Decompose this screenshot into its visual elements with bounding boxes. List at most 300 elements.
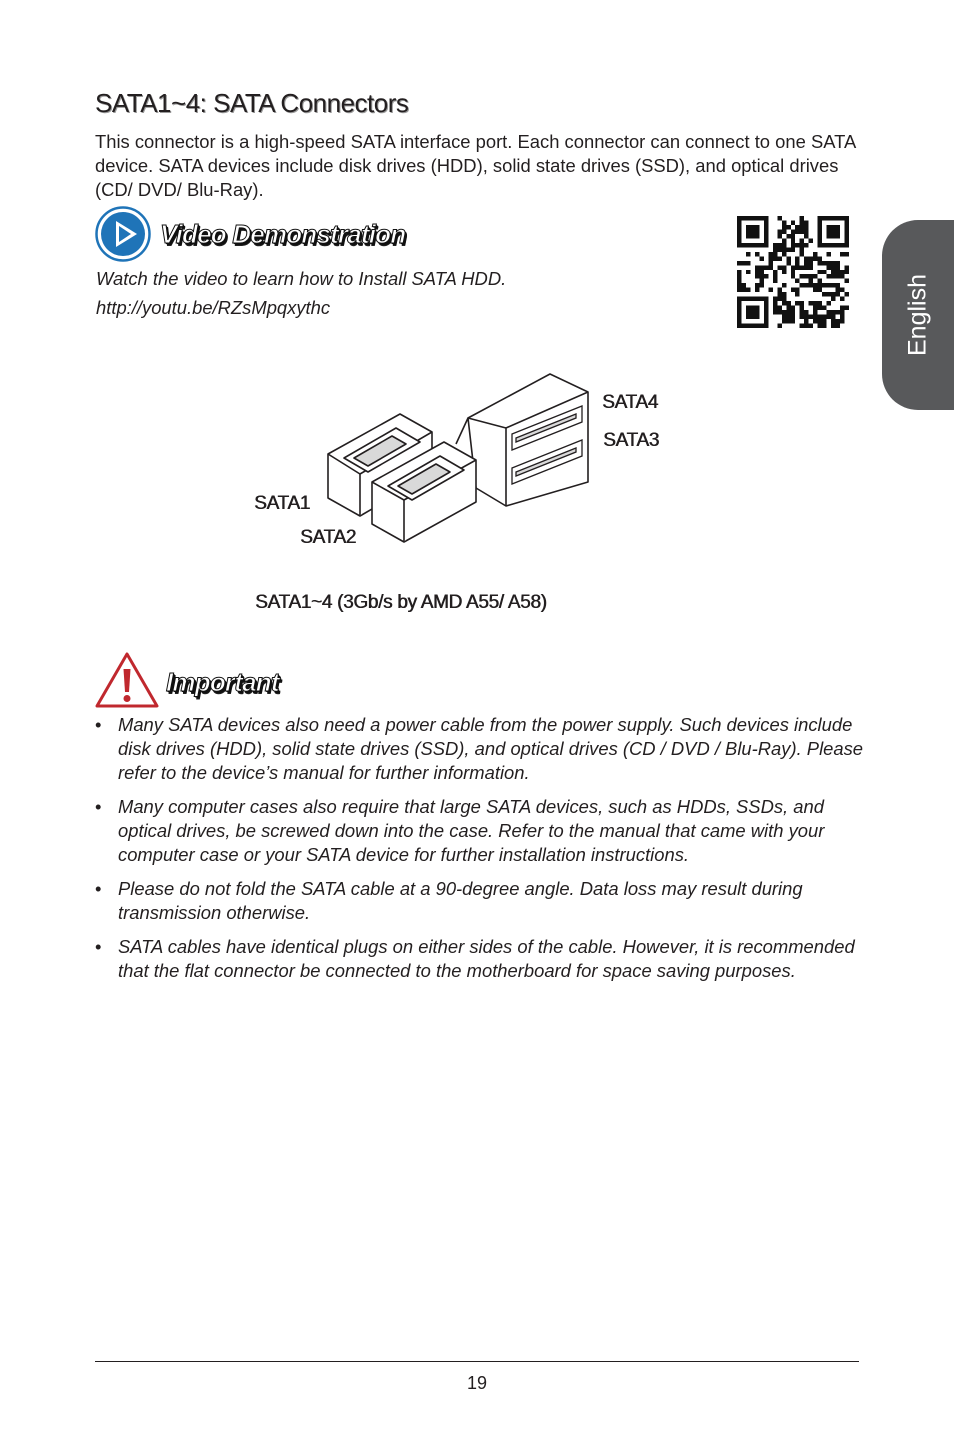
qr-module	[791, 274, 795, 278]
qr-module	[836, 274, 840, 278]
qr-module	[764, 301, 768, 305]
sata3-label: SATA3	[603, 430, 659, 451]
qr-module	[813, 288, 817, 292]
video-text	[96, 264, 506, 322]
qr-module	[836, 216, 840, 220]
qr-module	[840, 306, 844, 310]
qr-module	[764, 306, 768, 310]
qr-module	[836, 261, 840, 265]
qr-module	[836, 310, 840, 314]
qr-module	[782, 315, 786, 319]
qr-module	[827, 252, 831, 256]
sata2-label: SATA2	[300, 527, 356, 548]
qr-module	[827, 301, 831, 305]
qr-module	[836, 292, 840, 296]
qr-module	[764, 319, 768, 323]
qr-module	[804, 261, 808, 265]
qr-module	[737, 315, 741, 319]
qr-module	[791, 229, 795, 233]
qr-module	[845, 252, 849, 256]
qr-module	[764, 234, 768, 238]
qr-module	[773, 256, 777, 260]
qr-module	[782, 301, 786, 305]
qr-module	[809, 283, 813, 287]
qr-module	[831, 270, 835, 274]
qr-module	[818, 234, 822, 238]
qr-module	[836, 243, 840, 247]
qr-module	[741, 288, 745, 292]
qr-module	[800, 324, 804, 328]
qr-module	[741, 216, 745, 220]
qr-module	[795, 265, 799, 269]
qr-module	[755, 288, 759, 292]
qr-module	[759, 216, 763, 220]
qr-module	[818, 288, 822, 292]
qr-module	[791, 247, 795, 251]
qr-module	[831, 265, 835, 269]
qr-module	[804, 256, 808, 260]
qr-module	[795, 261, 799, 265]
qr-module	[759, 283, 763, 287]
qr-module	[750, 310, 754, 314]
qr-module	[777, 265, 781, 269]
qr-module	[809, 261, 813, 265]
qr-module	[759, 324, 763, 328]
qr-module	[786, 315, 790, 319]
qr-module	[782, 247, 786, 251]
qr-module	[827, 225, 831, 229]
qr-module	[741, 283, 745, 287]
qr-module	[755, 324, 759, 328]
qr-module	[782, 283, 786, 287]
qr-module	[737, 306, 741, 310]
qr-module	[822, 270, 826, 274]
qr-module	[759, 243, 763, 247]
note-text: Many SATA devices also need a power cable from the power supply. Such devices include disk drives (HDD), solid state drives (SSD), and optical drives (CD / DVD / Blu-Ray). Please refer to the device’s manual for further information.	[118, 714, 864, 783]
qr-module	[818, 229, 822, 233]
qr-module	[840, 288, 844, 292]
qr-module	[813, 301, 817, 305]
qr-module	[737, 324, 741, 328]
qr-module	[791, 270, 795, 274]
qr-module	[737, 234, 741, 238]
qr-module	[818, 256, 822, 260]
qr-module	[836, 288, 840, 292]
qr-module	[786, 306, 790, 310]
qr-module	[800, 225, 804, 229]
bullet: •	[95, 936, 102, 957]
qr-module	[831, 292, 835, 296]
footer-divider	[95, 1361, 859, 1362]
qr-module	[831, 234, 835, 238]
qr-module	[831, 225, 835, 229]
qr-module	[804, 310, 808, 314]
qr-module	[750, 315, 754, 319]
qr-module	[827, 292, 831, 296]
qr-module	[746, 310, 750, 314]
qr-module	[750, 229, 754, 233]
qr-module	[800, 252, 804, 256]
video-url[interactable]: http://youtu.be/RZsMpqxythc	[96, 297, 331, 318]
qr-module	[737, 270, 741, 274]
qr-module	[764, 220, 768, 224]
qr-module	[840, 274, 844, 278]
qr-module	[768, 261, 772, 265]
qr-module	[845, 270, 849, 274]
language-tab-label: English	[903, 274, 932, 356]
important-title: Important	[166, 667, 279, 697]
qr-module	[777, 243, 781, 247]
qr-module	[773, 274, 777, 278]
qr-module	[800, 229, 804, 233]
qr-module	[791, 243, 795, 247]
qr-module	[845, 216, 849, 220]
list-item	[95, 877, 865, 925]
qr-module	[845, 234, 849, 238]
qr-module	[804, 225, 808, 229]
qr-module	[813, 310, 817, 314]
qr-module	[818, 216, 822, 220]
qr-module	[773, 247, 777, 251]
qr-module	[804, 324, 808, 328]
qr-module	[809, 315, 813, 319]
qr-module	[755, 225, 759, 229]
qr-module	[777, 216, 781, 220]
qr-module	[845, 243, 849, 247]
qr-module	[782, 310, 786, 314]
qr-module	[759, 297, 763, 301]
qr-module	[741, 243, 745, 247]
qr-module	[818, 324, 822, 328]
qr-module	[822, 319, 826, 323]
qr-module	[831, 261, 835, 265]
qr-module	[737, 220, 741, 224]
qr-module	[791, 238, 795, 242]
video-instruction: Watch the video to learn how to Install SATA HDD.	[96, 268, 507, 289]
qr-module	[827, 283, 831, 287]
qr-module	[845, 265, 849, 269]
qr-module	[840, 310, 844, 314]
page-number: 19	[466, 1373, 488, 1393]
qr-module	[750, 234, 754, 238]
qr-module	[773, 310, 777, 314]
qr-module	[795, 229, 799, 233]
list-item	[95, 795, 865, 867]
qr-module	[791, 220, 795, 224]
qr-module	[827, 234, 831, 238]
qr-module	[764, 216, 768, 220]
qr-module	[831, 243, 835, 247]
qr-module	[755, 310, 759, 314]
qr-module	[755, 270, 759, 274]
qr-module	[836, 283, 840, 287]
qr-module	[800, 306, 804, 310]
qr-module	[813, 252, 817, 256]
qr-module	[818, 243, 822, 247]
qr-module	[782, 225, 786, 229]
qr-module	[755, 216, 759, 220]
qr-module	[746, 234, 750, 238]
qr-module	[746, 270, 750, 274]
qr-module	[831, 315, 835, 319]
qr-module	[845, 225, 849, 229]
qr-module	[827, 229, 831, 233]
qr-module	[845, 292, 849, 296]
qr-module	[809, 265, 813, 269]
qr-module	[777, 306, 781, 310]
qr-module	[773, 297, 777, 301]
qr-module	[750, 225, 754, 229]
qr-module	[777, 310, 781, 314]
qr-module	[750, 324, 754, 328]
qr-module	[827, 243, 831, 247]
qr-module	[836, 265, 840, 269]
qr-module	[836, 319, 840, 323]
note-text: Many computer cases also require that large SATA devices, such as HDDs, SSDs, and optical drives, be screwed down into the case. Refer to the manual that came with your computer case or your SATA device for further installation instructions.	[118, 796, 825, 865]
qr-module	[795, 279, 799, 283]
qr-module	[737, 288, 741, 292]
qr-module	[840, 297, 844, 301]
qr-module	[809, 324, 813, 328]
note-text: Please do not fold the SATA cable at a 90-degree angle. Data loss may result during transmission otherwise.	[118, 878, 803, 923]
qr-module	[737, 274, 741, 278]
qr-module	[773, 279, 777, 283]
qr-module	[813, 274, 817, 278]
qr-module	[818, 261, 822, 265]
sata-connector-diagram	[320, 370, 590, 550]
qr-module	[759, 270, 763, 274]
qr-module	[836, 229, 840, 233]
qr-module	[804, 274, 808, 278]
qr-module	[764, 310, 768, 314]
qr-module	[782, 292, 786, 296]
bullet: •	[95, 878, 102, 899]
qr-module	[827, 216, 831, 220]
warning-icon	[95, 652, 159, 708]
qr-module	[818, 279, 822, 283]
qr-module	[795, 292, 799, 296]
qr-module	[791, 288, 795, 292]
qr-module	[750, 306, 754, 310]
qr-module	[786, 261, 790, 265]
qr-module	[809, 301, 813, 305]
qr-module	[795, 301, 799, 305]
qr-module	[759, 256, 763, 260]
qr-module	[800, 315, 804, 319]
qr-module	[755, 265, 759, 269]
play-icon[interactable]	[95, 206, 151, 262]
qr-module	[786, 310, 790, 314]
qr-module	[777, 288, 781, 292]
bullet: •	[95, 796, 102, 817]
qr-module	[737, 283, 741, 287]
qr-module	[755, 229, 759, 233]
qr-module	[800, 247, 804, 251]
qr-module	[773, 306, 777, 310]
qr-module	[827, 310, 831, 314]
qr-module	[804, 220, 808, 224]
qr-module	[746, 243, 750, 247]
sata4-label: SATA4	[602, 392, 658, 413]
qr-module	[795, 256, 799, 260]
qr-module	[737, 297, 741, 301]
qr-module	[840, 252, 844, 256]
qr-module	[818, 301, 822, 305]
qr-module	[822, 283, 826, 287]
qr-module	[831, 310, 835, 314]
qr-module	[764, 315, 768, 319]
qr-module	[746, 288, 750, 292]
qr-module	[827, 265, 831, 269]
qr-module	[782, 238, 786, 242]
qr-module	[845, 306, 849, 310]
qr-module	[764, 265, 768, 269]
qr-module	[782, 229, 786, 233]
qr-module	[827, 274, 831, 278]
list-item	[95, 713, 865, 785]
qr-module	[786, 225, 790, 229]
qr-module	[845, 238, 849, 242]
qr-module	[764, 243, 768, 247]
qr-module	[746, 261, 750, 265]
qr-module	[737, 279, 741, 283]
qr-module	[818, 306, 822, 310]
qr-module	[822, 292, 826, 296]
qr-module	[759, 265, 763, 269]
bullet: •	[95, 714, 102, 735]
qr-module	[800, 265, 804, 269]
qr-module	[755, 315, 759, 319]
qr-module	[782, 270, 786, 274]
qr-module	[768, 252, 772, 256]
qr-module	[840, 243, 844, 247]
qr-module	[755, 234, 759, 238]
qr-module	[755, 274, 759, 278]
qr-module	[804, 315, 808, 319]
qr-module	[809, 274, 813, 278]
qr-module	[831, 216, 835, 220]
qr-module	[809, 256, 813, 260]
qr-module	[764, 225, 768, 229]
qr-module	[831, 324, 835, 328]
qr-module	[768, 288, 772, 292]
qr-module	[836, 324, 840, 328]
qr-module	[786, 301, 790, 305]
qr-module	[768, 256, 772, 260]
qr-module	[804, 265, 808, 269]
qr-module	[791, 315, 795, 319]
qr-module	[791, 306, 795, 310]
qr-module	[782, 243, 786, 247]
qr-module	[746, 324, 750, 328]
qr-module	[782, 319, 786, 323]
qr-module	[831, 229, 835, 233]
qr-module	[764, 324, 768, 328]
qr-module	[818, 315, 822, 319]
qr-module	[840, 319, 844, 323]
qr-module	[791, 319, 795, 323]
qr-module	[737, 319, 741, 323]
qr-module	[827, 315, 831, 319]
qr-module	[845, 279, 849, 283]
qr-module	[813, 319, 817, 323]
qr-module	[836, 225, 840, 229]
qr-module	[782, 265, 786, 269]
qr-module	[773, 301, 777, 305]
qr-module	[746, 229, 750, 233]
qr-module	[741, 324, 745, 328]
qr-module	[737, 229, 741, 233]
qr-module	[755, 243, 759, 247]
qr-module	[777, 292, 781, 296]
qr-module	[822, 243, 826, 247]
qr-module	[804, 243, 808, 247]
qr-module	[786, 256, 790, 260]
qr-module	[800, 243, 804, 247]
qr-module	[831, 274, 835, 278]
qr-module	[777, 229, 781, 233]
qr-module	[773, 252, 777, 256]
qr-module	[840, 270, 844, 274]
qr-module	[764, 274, 768, 278]
qr-module	[737, 238, 741, 242]
qr-module	[818, 283, 822, 287]
qr-module	[813, 306, 817, 310]
qr-module	[800, 238, 804, 242]
qr-module	[822, 324, 826, 328]
qr-module	[737, 310, 741, 314]
qr-module	[804, 234, 808, 238]
qr-module	[741, 261, 745, 265]
section-title: SATA1~4: SATA Connectors	[95, 88, 409, 118]
qr-module	[804, 319, 808, 323]
qr-module	[746, 306, 750, 310]
qr-module	[818, 319, 822, 323]
qr-module	[813, 283, 817, 287]
qr-module	[759, 279, 763, 283]
qr-module	[786, 247, 790, 251]
qr-module	[831, 283, 835, 287]
qr-module	[809, 238, 813, 242]
qr-module	[782, 252, 786, 256]
qr-module	[773, 270, 777, 274]
qr-module	[809, 279, 813, 283]
qr-module	[836, 234, 840, 238]
qr-module	[836, 270, 840, 274]
qr-module	[813, 256, 817, 260]
qr-module	[795, 243, 799, 247]
qr-module	[822, 216, 826, 220]
qr-module	[800, 220, 804, 224]
qr-module	[764, 238, 768, 242]
video-demonstration-title: Video Demonstration	[160, 219, 406, 249]
qr-module	[746, 225, 750, 229]
qr-module	[795, 288, 799, 292]
qr-module	[773, 243, 777, 247]
qr-module	[759, 274, 763, 278]
qr-module	[741, 297, 745, 301]
qr-module	[827, 261, 831, 265]
qr-module	[845, 229, 849, 233]
sata1-label: SATA1	[254, 493, 310, 514]
qr-module	[800, 274, 804, 278]
qr-module	[818, 225, 822, 229]
qr-module	[804, 283, 808, 287]
qr-module	[750, 297, 754, 301]
qr-code-icon[interactable]	[737, 216, 849, 328]
important-notes	[95, 713, 865, 993]
qr-module	[791, 234, 795, 238]
